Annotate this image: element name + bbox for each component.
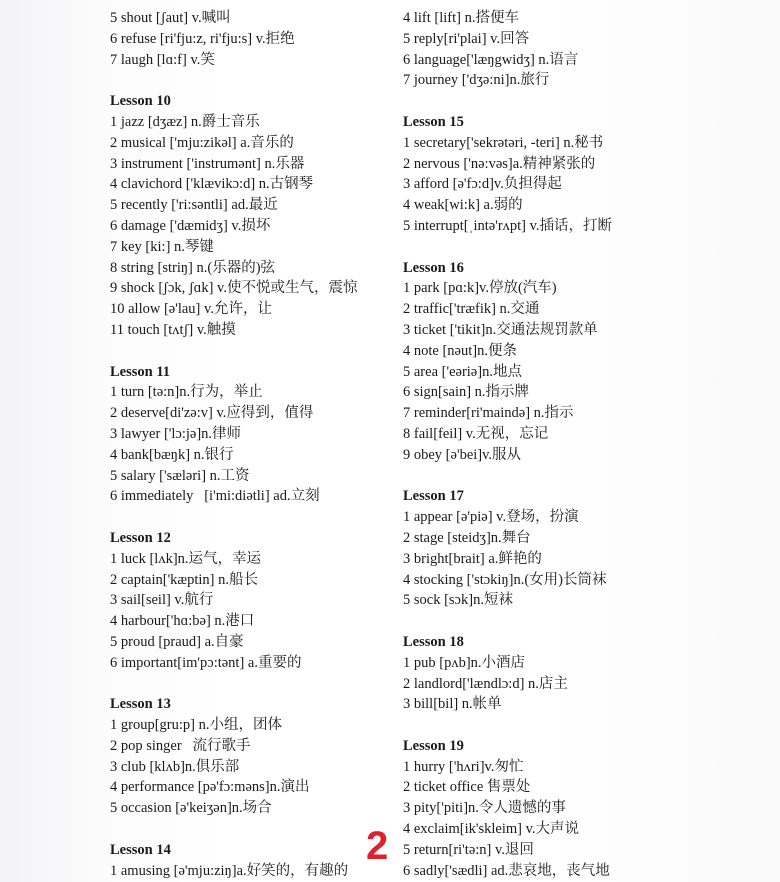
vocab-entry: 10 allow [ə'lau] v.允许，让: [110, 301, 272, 318]
vocab-entry: 5 sock [sɔk]n.短袜: [403, 592, 513, 609]
vocab-entry: 4 lift [lift] n.搭便车: [403, 10, 519, 26]
lesson-title: Lesson 14: [110, 841, 171, 858]
vocab-entry: 11 touch [tʌtʃ] v.触摸: [110, 321, 236, 338]
vocab-entry: 5 occasion [ə'keiʒən]n.场合: [110, 800, 272, 817]
vocab-entry: 5 return[ri'tə:n] v.退回: [403, 841, 534, 858]
vocab-entry: 6 sign[sain] n.指示牌: [403, 384, 530, 401]
vocab-entry: 5 proud [praud] a.自豪: [110, 633, 244, 650]
vocab-entry: 2 pop singer 流行歌手: [110, 737, 251, 754]
vocab-entry: 1 luck [lʌk]n.运气，幸运: [110, 550, 262, 567]
vocab-entry: 4 bank[bæŋk] n.银行: [110, 446, 234, 463]
vocab-entry: 2 musical ['mju:zikəl] a.音乐的: [110, 134, 294, 151]
vocab-entry: 9 obey [ə'bei]v.服从: [403, 446, 522, 463]
lesson-16: [403, 258, 733, 466]
vocab-entry: 1 secretary['sekrətəri, -teri] n.秘书: [403, 134, 604, 151]
lesson-19: [403, 736, 733, 882]
lesson-title: Lesson 17: [403, 488, 464, 505]
vocab-entry: 2 stage [steidʒ]n.舞台: [403, 529, 531, 546]
vocab-entry: 1 appear [ə'piə] v.登场，扮演: [403, 509, 579, 526]
vocab-entry: 3 instrument ['instrumənt] n.乐器: [110, 155, 305, 172]
lesson-18: [403, 632, 733, 715]
vocab-entry: 3 pity['piti]n.令人遗憾的事: [403, 800, 566, 817]
right-column: [403, 8, 733, 881]
vocab-entry: 1 park [pɑ:k]v.停放(汽车): [403, 280, 557, 297]
lesson-11: [110, 362, 385, 508]
lesson-title: Lesson 18: [403, 633, 464, 650]
lesson-10: [110, 91, 385, 341]
vocab-entry: 6 important[im'pɔ:tənt] a.重要的: [110, 654, 302, 671]
vocab-entry: 3 sail[seil] v.航行: [110, 592, 214, 609]
lesson-title: Lesson 15: [403, 113, 464, 130]
lesson-14: [110, 840, 385, 882]
vocab-entry: 3 ticket ['tikit]n.交通法规罚款单: [403, 321, 598, 338]
vocab-entry: 4 performance [pə'fɔ:məns]n.演出: [110, 779, 310, 796]
vocab-entry: 2 landlord['lændlɔ:d] n.店主: [403, 675, 568, 692]
vocab-entry: 1 jazz [dʒæz] n.爵士音乐: [110, 113, 260, 130]
vocab-entry: 5 reply[ri'plai] v.回答: [403, 30, 530, 47]
vocab-entry: 3 club [klʌb]n.俱乐部: [110, 758, 240, 775]
vocab-entry: 6 language['læŋgwidʒ] n.语言: [403, 51, 579, 68]
lesson-title: Lesson 13: [110, 696, 171, 713]
lesson-title: Lesson 11: [110, 363, 171, 380]
vocab-entry: 3 bill[bil] n.帐单: [403, 696, 502, 713]
vocab-entry: 2 nervous ['nə:vəs]a.精神紧张的: [403, 155, 596, 172]
lesson-15: [403, 112, 733, 237]
vocab-entry: 3 bright[brait] a.鲜艳的: [403, 550, 542, 567]
vocab-entry: 2 traffic['træfik] n.交通: [403, 301, 540, 318]
vocab-entry: 8 fail[feil] v.无视，忘记: [403, 425, 549, 442]
vocab-entry: 8 string [striŋ] n.(乐器的)弦: [110, 259, 276, 276]
right-continuation: [403, 8, 733, 91]
vocab-entry: 1 amusing [ə'mju:ziŋ]a.好笑的，有趣的: [110, 862, 349, 879]
vocab-entry: 2 ticket office 售票处: [403, 779, 531, 796]
vocab-entry: 4 stocking ['stɔkiŋ]n.(女用)长筒袜: [403, 571, 607, 588]
vocab-entry: 3 lawyer ['lɔ:jə]n.律师: [110, 425, 242, 442]
vocab-entry: 7 laugh [lɑ:f] v.笑: [110, 51, 215, 68]
vocab-entry: 1 pub [pʌb]n.小酒店: [403, 654, 526, 671]
vocab-entry: 6 immediately [i'mi:diətli] ad.立刻: [110, 488, 320, 505]
vocab-entry: 5 salary ['sæləri] n.工资: [110, 467, 250, 484]
vocab-entry: 1 turn [tə:n]n.行为，举止: [110, 384, 263, 401]
lesson-13: [110, 694, 385, 819]
lesson-title: Lesson 19: [403, 737, 464, 754]
vocab-entry: 4 harbour['hɑ:bə] n.港口: [110, 613, 255, 630]
vocab-entry: 6 damage ['dæmidʒ] v.损坏: [110, 217, 271, 234]
vocab-entry: 4 exclaim[ik'skleim] v.大声说: [403, 821, 580, 838]
left-column: [110, 8, 385, 881]
vocab-entry: 1 hurry ['hʌri]v.匆忙: [403, 758, 524, 775]
vocab-entry: 3 afford [ə'fɔ:d]v.负担得起: [403, 176, 562, 193]
vocab-entry: 7 journey ['dʒə:ni]n.旅行: [403, 72, 550, 89]
vocab-entry: 5 shout [ʃaut] v.喊叫: [110, 10, 231, 26]
lesson-title: Lesson 16: [403, 259, 464, 276]
vocab-entry: 7 key [ki:] n.琴键: [110, 238, 214, 255]
vocab-entry: 5 interrupt[ˌintə'rʌpt] v.插话，打断: [403, 217, 613, 234]
vocab-entry: 6 refuse [ri'fju:z, ri'fju:s] v.拒绝: [110, 30, 295, 47]
left-continuation: [110, 8, 385, 70]
vocab-entry: 4 note [nəut]n.便条: [403, 342, 517, 359]
vocab-entry: 4 weak[wi:k] a.弱的: [403, 197, 523, 214]
lesson-title: Lesson 12: [110, 529, 171, 546]
vocab-entry: 5 recently ['ri:səntli] ad.最近: [110, 197, 278, 214]
vocab-entry: 2 deserve[di'zə:v] v.应得到，值得: [110, 405, 314, 422]
lesson-12: [110, 528, 385, 674]
vocab-entry: 7 reminder[ri'maində] n.指示: [403, 405, 574, 422]
lesson-17: [403, 486, 733, 611]
vocab-entry: 1 group[gru:p] n.小组，团体: [110, 717, 282, 734]
vocab-entry: 5 area ['eəriə]n.地点: [403, 363, 522, 380]
page-number: 2: [366, 824, 389, 868]
lesson-title: Lesson 10: [110, 93, 171, 110]
vocab-entry: 9 shock [ʃɔk, ʃɑk] v.使不悦或生气，震惊: [110, 280, 358, 297]
vocab-entry: 2 captain['kæptin] n.船长: [110, 571, 258, 588]
vocab-entry: 6 sadly['sædli] ad.悲哀地，丧气地: [403, 862, 610, 879]
vocab-entry: 4 clavichord ['klævikɔ:d] n.古钢琴: [110, 176, 314, 193]
